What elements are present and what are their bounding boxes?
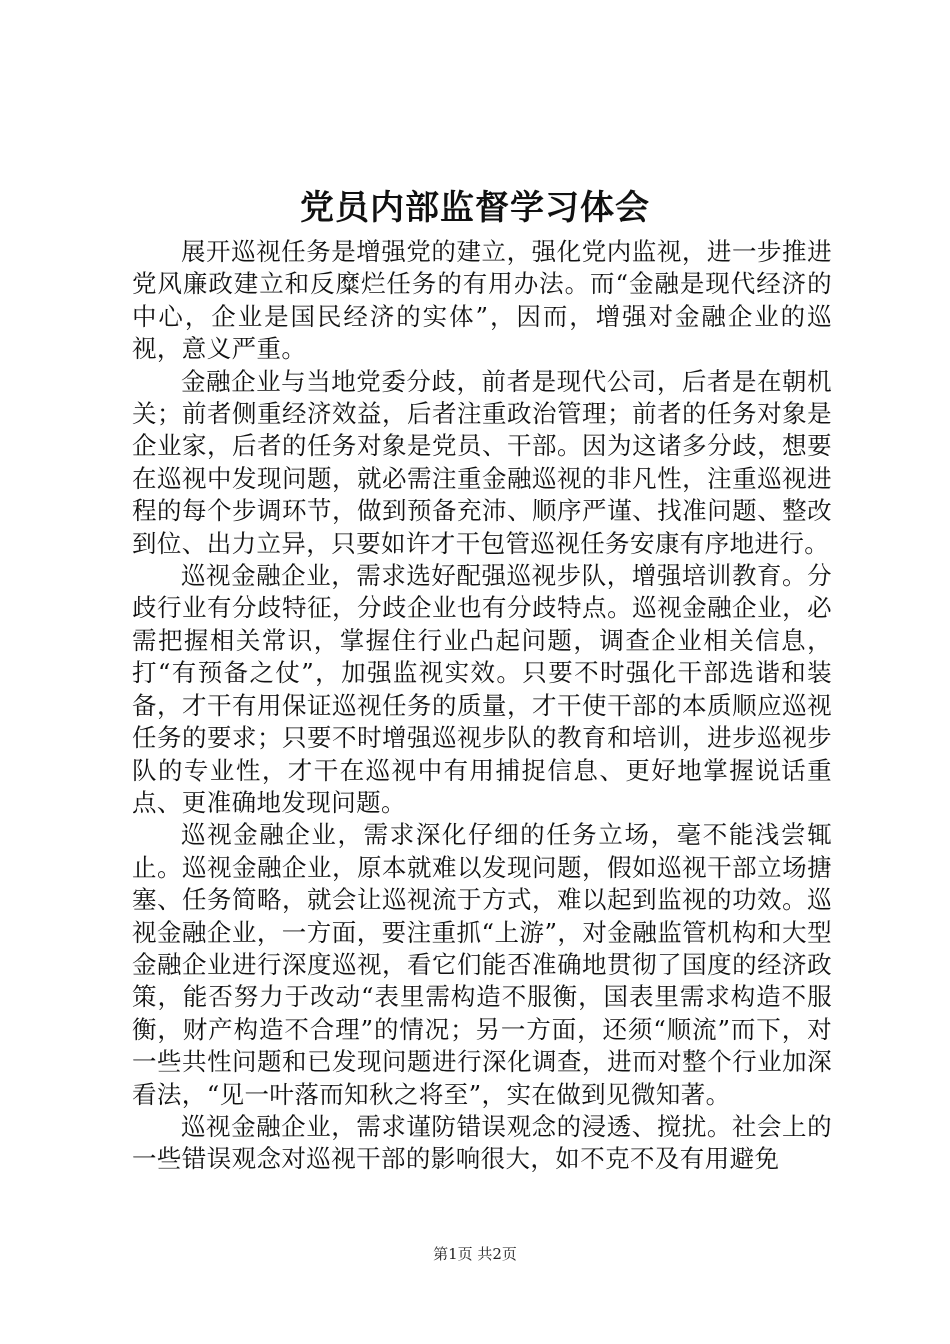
paragraph-1: 展开巡视任务是增强党的建立，强化党内监视，进一步推进党风廉政建立和反糜烂任务的有用办法。而“金融是现代经济的中心，企业是国民经济的实体”，因而，增强对金融企业的巡视，意义严重。 xyxy=(132,237,832,364)
page-number-footer: 第1页 共2页 xyxy=(433,1245,517,1263)
paragraph-5: 巡视金融企业，需求谨防错误观念的浸透、搅扰。社会上的一些错误观念对巡视干部的影响很大，如不克不及有用避免 xyxy=(132,1111,832,1174)
document-title: 党员内部监督学习体会 xyxy=(300,188,650,228)
paragraph-4: 巡视金融企业，需求深化仔细的任务立场，毫不能浅尝辄止。巡视金融企业，原本就难以发现问题，假如巡视干部立场搪塞、任务简略，就会让巡视流于方式，难以起到监视的功效。巡视金融企业，一方面，要注重抓“上游”，对金融监管机构和大型金融企业进行深度巡视，看它们能否准确地贯彻了国度的经济政策，能否努力于改动“表里需构造不服衡，国表里需求构造不服衡，财产构造不合理”的情况；另一方面，还须“顺流”而下，对一些共性问题和已发现问题进行深化调查，进而对整个行业加深看法，“见一叶落而知秋之将至”，实在做到见微知著。 xyxy=(132,820,832,1109)
paragraph-3: 巡视金融企业，需求选好配强巡视步队，增强培训教育。分歧行业有分歧特征，分歧企业也有分歧特点。巡视金融企业，必需把握相关常识，掌握住行业凸起问题，调查企业相关信息，打“有预备之仗”，加强监视实效。只要不时强化干部选谐和装备，才干有用保证巡视任务的质量，才干使干部的本质顺应巡视任务的要求；只要不时增强巡视步队的教育和培训，进步巡视步队的专业性，才干在巡视中有用捕捉信息、更好地掌握说话重点、更准确地发现问题。 xyxy=(132,561,832,817)
document-body xyxy=(132,236,832,1176)
paragraph-2: 金融企业与当地党委分歧，前者是现代公司，后者是在朝机关；前者侧重经济效益，后者注重政治管理；前者的任务对象是企业家，后者的任务对象是党员、干部。因为这诸多分歧，想要在巡视中发现问题，就必需注重金融巡视的非凡性，注重巡视进程的每个步调环节，做到预备充沛、顺序严谨、找准问题、整改到位、出力立异，只要如许才干包管巡视任务安康有序地进行。 xyxy=(132,366,832,558)
